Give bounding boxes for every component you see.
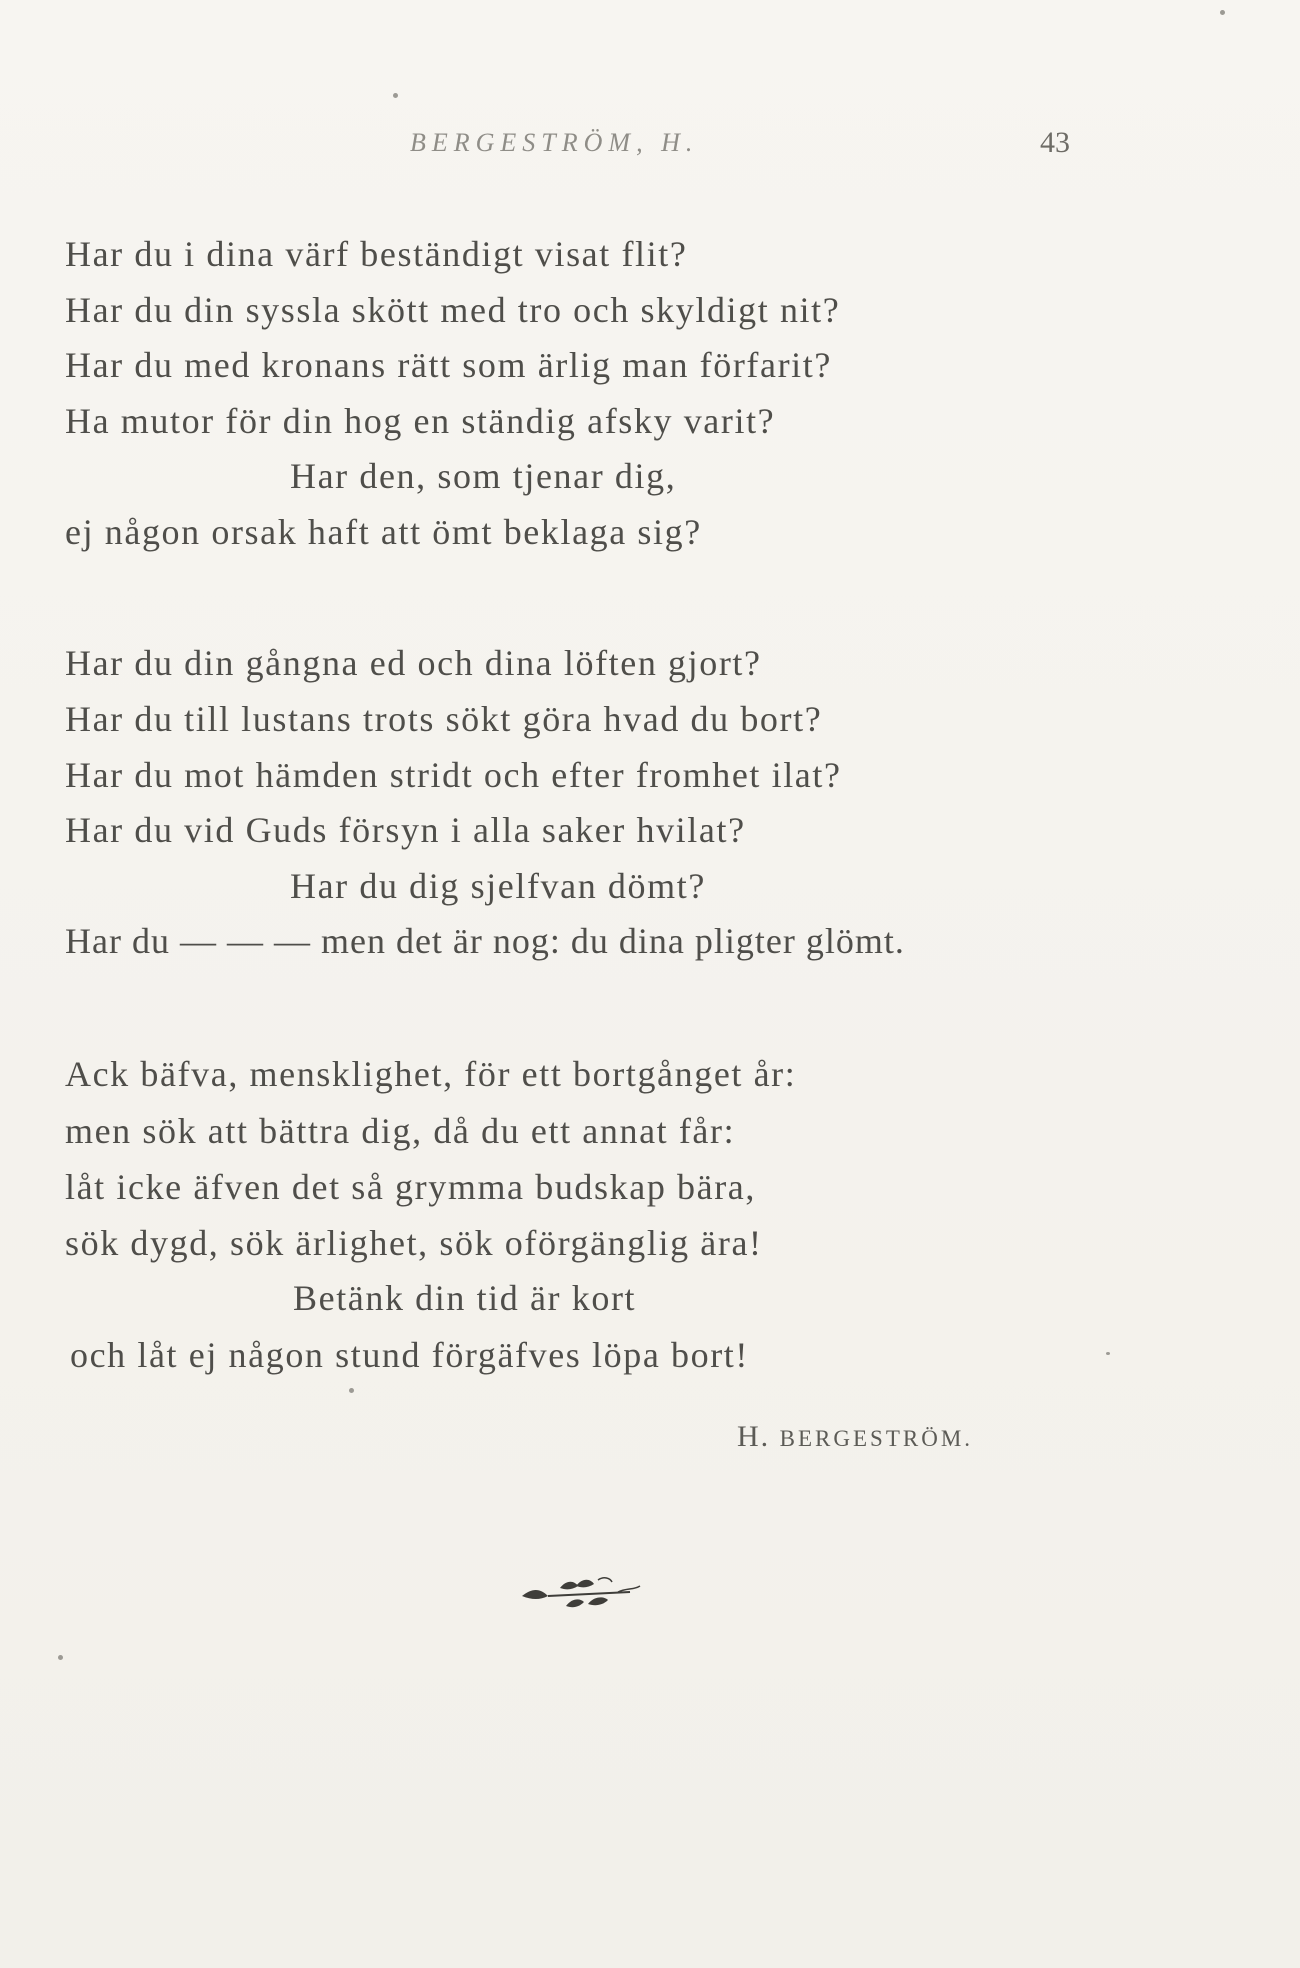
ink-speck [349,1388,354,1393]
poem-line: ej någon orsak haft att ömt beklaga sig? [65,512,702,552]
poem-line: och låt ej någon stund förgäfves löpa bort! [70,1335,749,1375]
ink-speck [393,93,398,98]
poem-line: låt icke äfven det så grymma budskap bära, [65,1167,756,1207]
signature-surname: BERGESTRÖM. [779,1426,974,1451]
poem-line: Har du mot hämden stridt och efter fromhet ilat? [65,755,842,795]
poem-line: Betänk din tid är kort [293,1278,637,1318]
running-title: BERGESTRÖM, H. [410,128,699,157]
poem-line: men sök att bättra dig, då du ett annat får: [65,1111,736,1151]
poem-line: sök dygd, sök ärlighet, sök oförgänglig ära! [65,1223,763,1263]
ink-speck [1220,10,1225,15]
poem-line: Har du vid Guds försyn i alla saker hvilat? [65,810,746,850]
poem-line: Har du i dina värf beständigt visat flit? [65,234,688,274]
poem-line: Ack bäfva, mensklighet, för ett bortgånget år: [65,1054,797,1094]
signature [737,1420,973,1454]
ink-speck [58,1655,63,1660]
poem-line: Har du dig sjelfvan dömt? [290,866,706,906]
signature-initial: H. [737,1420,771,1453]
poem-line: Har du till lustans trots sökt göra hvad du bort? [65,699,823,739]
poem-line: Har du — — — men det är nog: du dina pligter glömt. [65,921,905,961]
leaf-flourish-icon [518,1566,648,1616]
poem-line: Har den, som tjenar dig, [290,456,677,496]
poem-line: Har du med kronans rätt som ärlig man förfarit? [65,345,832,385]
poem-line: Har du din syssla skött med tro och skyldigt nit? [65,290,841,330]
poem-line: Ha mutor för din hog en ständig afsky varit? [65,401,776,441]
poem-line: Har du din gångna ed och dina löften gjort? [65,643,762,683]
page-number: 43 [1040,126,1070,159]
ink-speck [1106,1352,1110,1355]
